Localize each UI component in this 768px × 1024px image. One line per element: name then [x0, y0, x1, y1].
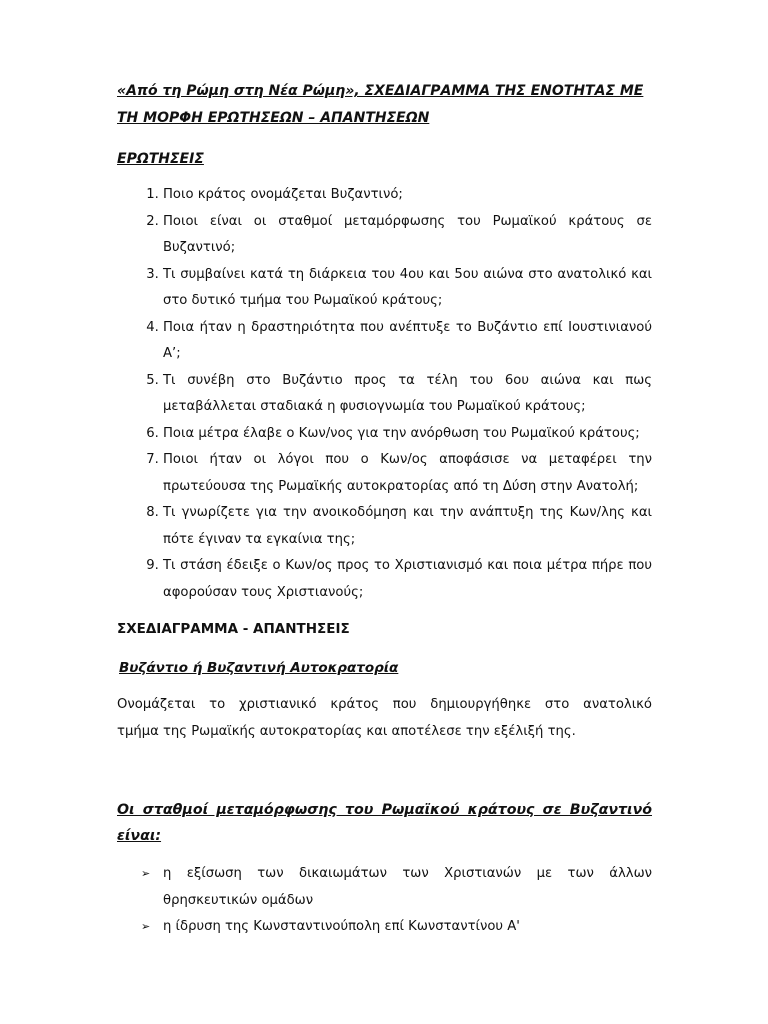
question-item: 9. Τι στάση έδειξε ο Κων/ος προς το Χριστιανισμό και ποια μέτρα πήρε που αφορούσαν τους Χριστιανούς; — [163, 553, 652, 606]
document-page — [117, 78, 652, 941]
definition-line-2: τμήμα της Ρωμαϊκής αυτοκρατορίας και αποτέλεσε την εξέλιξή της. — [117, 723, 576, 739]
transformation-stages-list — [117, 861, 652, 941]
question-item: 7. Ποιοι ήταν οι λόγοι που ο Κων/ος αποφάσισε να μεταφέρει την πρωτεύουσα της Ρωμαϊκής αυτοκρατορίας από τη Δύση στην Ανατολή; — [163, 447, 652, 500]
definition-line-1: Ονομάζεται το χριστιανικό κράτος που δημιουργήθηκε στο ανατολικό — [117, 697, 652, 712]
question-item: 5. Τι συνέβη στο Βυζάντιο προς τα τέλη του 6ου αιώνα και πως μεταβάλλεται σταδιακά η φυσιογνωμία του Ρωμαϊκού κράτους; — [163, 368, 652, 421]
question-item: 2. Ποιοι είναι οι σταθμοί μεταμόρφωσης του Ρωμαϊκού κράτους σε Βυζαντινό; — [163, 209, 652, 262]
list-item — [141, 914, 652, 941]
questions-heading: ΕΡΩΤΗΣΕΙΣ — [117, 151, 204, 167]
question-item: 4. Ποια ήταν η δραστηριότητα που ανέπτυξε το Βυζάντιο επί Ιουστινιανού Α’; — [163, 315, 652, 368]
arrow-right-icon: ➢ — [141, 920, 151, 933]
document-title: «Από τη Ρώμη στη Νέα Ρώμη», ΣΧΕΔΙΑΓΡΑΜΜΑ ΤΗΣ ΕΝΟΤΗΤΑΣ ΜΕ ΤΗ ΜΟΡΦΗ ΕΡΩΤΗΣΕΩΝ – ΑΠΑΝΤΗΣΕΩΝ — [117, 83, 644, 126]
list-item — [141, 861, 652, 914]
byzantium-heading: Βυζάντιο ή Βυζαντινή Αυτοκρατορία — [119, 660, 399, 676]
list-item-text: η εξίσωση των δικαιωμάτων των Χριστιανών με των άλλων θρησκευτικών ομάδων — [163, 866, 652, 908]
question-item: 6. Ποια μέτρα έλαβε ο Κων/νος για την ανόρθωση του Ρωμαϊκού κράτους; — [163, 421, 652, 448]
questions-list — [117, 182, 652, 606]
answers-heading: ΣΧΕΔΙΑΓΡΑΜΜΑ - ΑΠΑΝΤΗΣΕΙΣ — [117, 621, 350, 637]
byzantium-definition — [117, 692, 652, 745]
question-item: 3. Τι συμβαίνει κατά τη διάρκεια του 4ου και 5ου αιώνα στο ανατολικό και στο δυτικό τμήμα του Ρωμαϊκού κράτους; — [163, 262, 652, 315]
question-item: 1. Ποιο κράτος ονομάζεται Βυζαντινό; — [163, 182, 652, 209]
question-item: 8. Τι γνωρίζετε για την ανοικοδόμηση και την ανάπτυξη της Κων/λης και πότε έγιναν τα εγκαίνια της; — [163, 500, 652, 553]
transformation-stages-heading: Οι σταθμοί μεταμόρφωσης του Ρωμαϊκού κράτους σε Βυζαντινό είναι: — [117, 802, 652, 844]
list-item-text: η ίδρυση της Κωνσταντινούπολη επί Κωνσταντίνου Α' — [163, 919, 520, 934]
arrow-right-icon: ➢ — [141, 867, 151, 880]
